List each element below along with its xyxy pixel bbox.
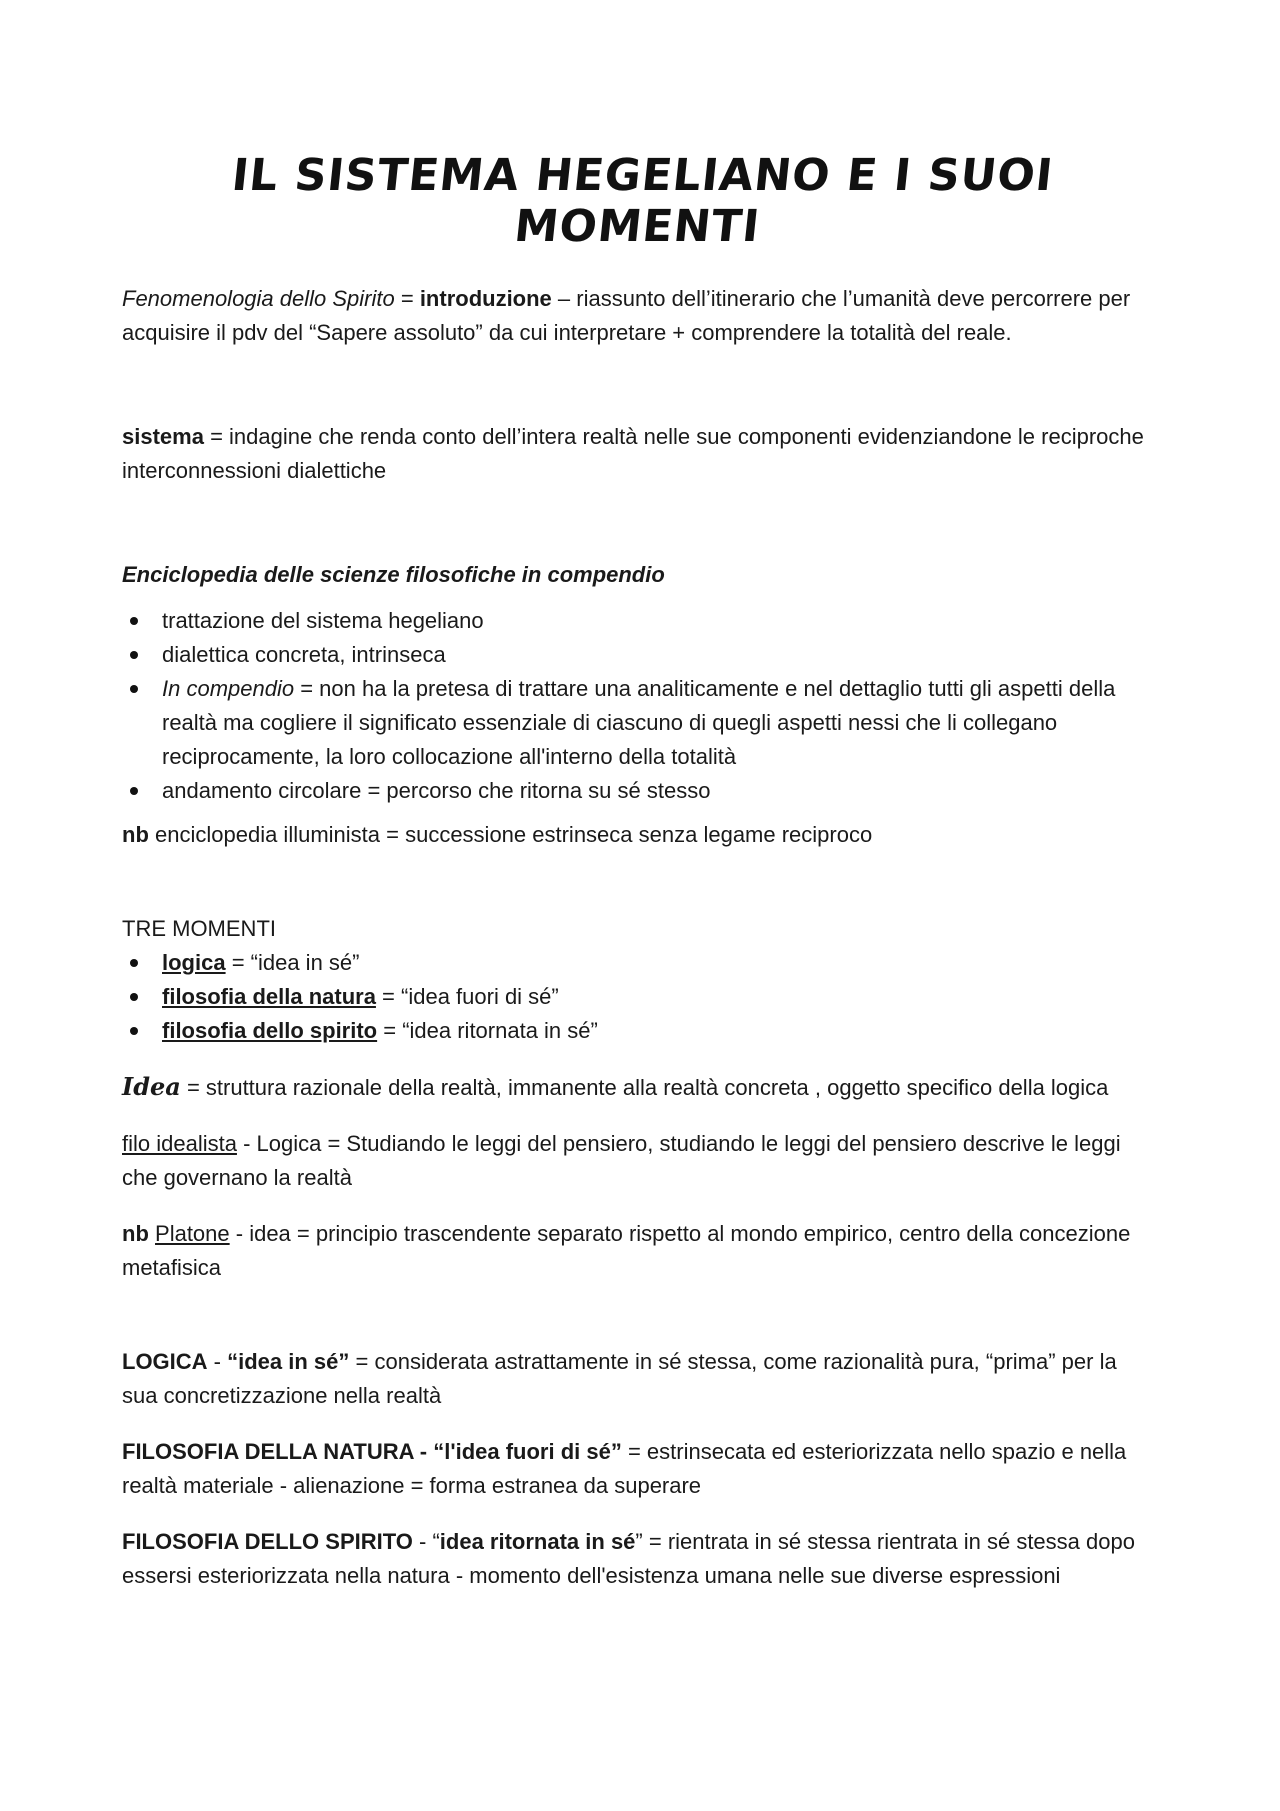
enciclopedia-heading: Enciclopedia delle scienze filosofiche in compendio [122,562,665,587]
intro-bold: introduzione [419,286,552,311]
tre-momenti-list [122,946,1158,1048]
intro-term: Fenomenologia dello Spirito [122,286,395,311]
sistema-term: sistema [122,424,204,449]
idea-term: Idea [122,1072,181,1101]
list-item: filosofia della natura = “idea fuori di sé” [122,980,1158,1014]
list-item: dialettica concreta, intrinseca [122,638,1158,672]
filo-paragraph: filo idealista - Logica = Studiando le leggi del pensiero, studiando le leggi del pensiero descrive le leggi che governano la realtà [122,1131,1121,1190]
list-item: andamento circolare = percorso che ritorna su sé stesso [122,774,1158,808]
idea-paragraph: Idea = struttura razionale della realtà, immanente alla realtà concreta , oggetto specifico della logica [122,1072,1109,1101]
list-item: logica = “idea in sé” [122,946,1158,980]
spirito-definition: FILOSOFIA DELLO SPIRITO - “idea ritornata in sé” = rientrata in sé stessa rientrata in sé stessa dopo essersi esteriorizzata nella natura - momento dell'esistenza umana nelle sue diverse espressioni [122,1529,1135,1588]
platone-paragraph: nb Platone - idea = principio trascendente separato rispetto al mondo empirico, centro della concezione metafisica [122,1221,1131,1280]
intro-paragraph: Fenomenologia dello Spirito = introduzione – riassunto dell’itinerario che l’umanità deve percorrere per acquisire il pdv del “Sapere assoluto” da cui interpretare + comprendere la totalità del reale. [122,286,1131,345]
list-item: trattazione del sistema hegeliano [122,604,1158,638]
enciclopedia-list [122,604,1158,808]
page-title: IL SISTEMA HEGELIANO E I SUOI MOMENTI [229,150,1056,252]
sistema-paragraph: sistema = indagine che renda conto dell’intera realtà nelle sue componenti evidenziandone le reciproche interconnessioni dialettiche [122,424,1144,483]
logica-definition: LOGICA - “idea in sé” = considerata astrattamente in sé stessa, come razionalità pura, “prima” per la sua concretizzazione nella realtà [122,1349,1117,1408]
list-item: filosofia dello spirito = “idea ritornata in sé” [122,1014,1158,1048]
list-item: In compendio = non ha la pretesa di trattare una analiticamente e nel dettaglio tutti gli aspetti della realtà ma cogliere il significato essenziale di ciascuno di quegli aspetti nessi che li collegano reciprocamente, la loro collocazione all'interno della totalità [122,672,1158,774]
natura-definition: FILOSOFIA DELLA NATURA - “l'idea fuori di sé” = estrinsecata ed esteriorizzata nello spazio e nella realtà materiale - alienazione = forma estranea da superare [122,1439,1127,1498]
nb-enciclopedia: nb enciclopedia illuminista = successione estrinseca senza legame reciproco [122,822,873,847]
tre-momenti-heading: TRE MOMENTI [122,916,276,941]
